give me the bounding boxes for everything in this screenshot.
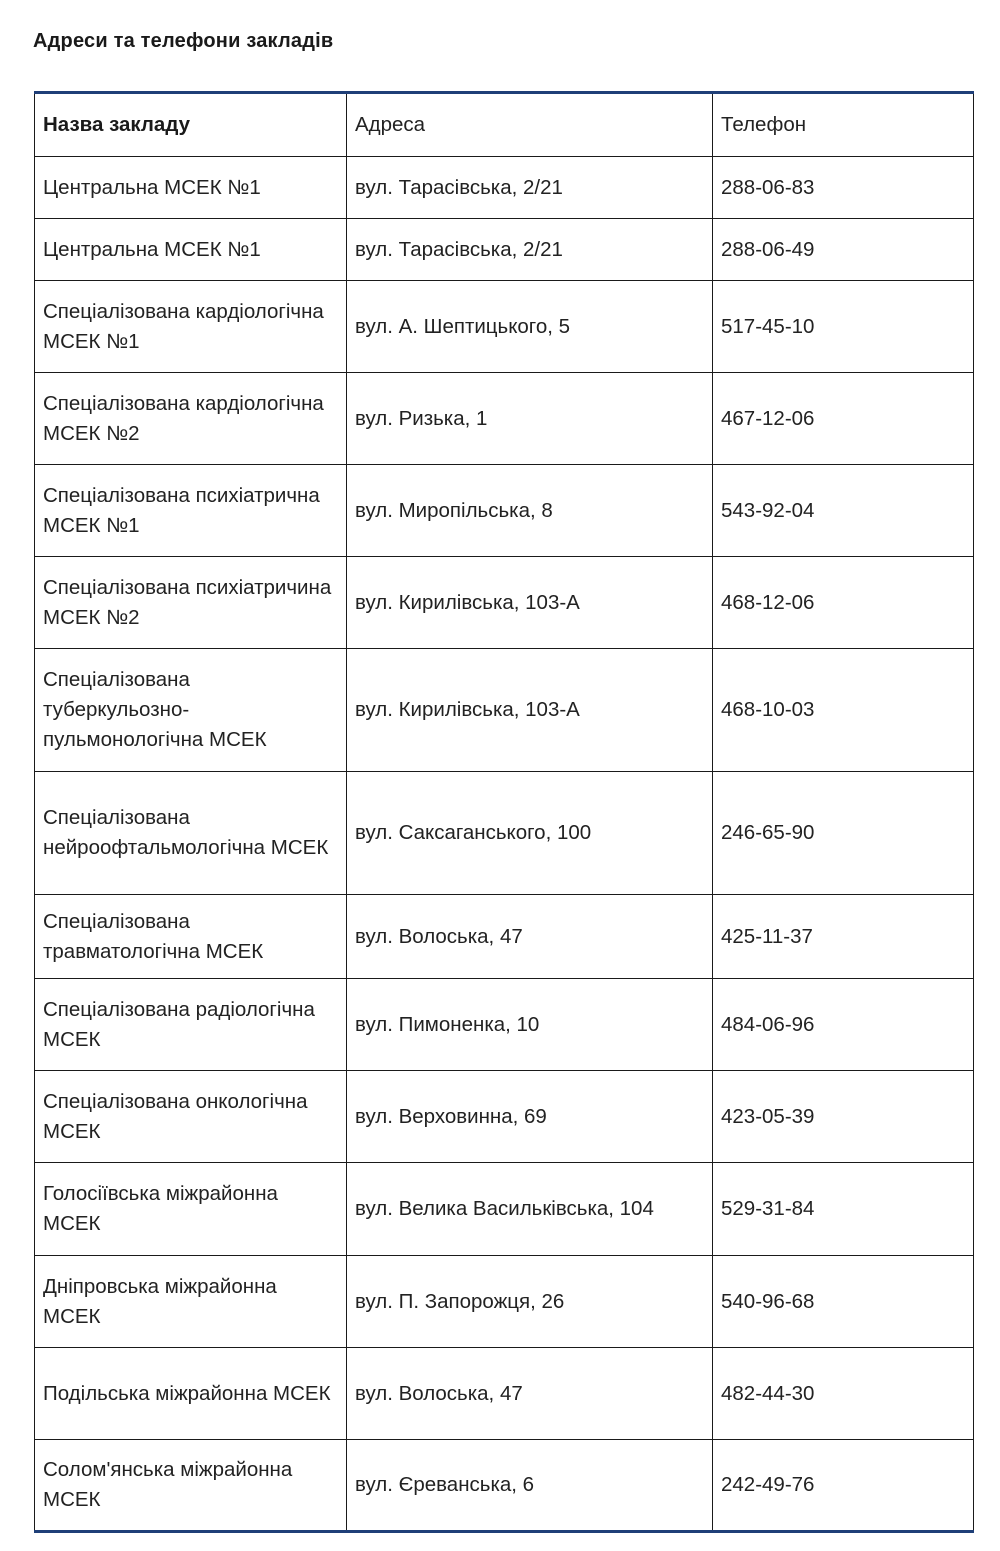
table-row	[35, 1163, 974, 1256]
institution-name: Спеціалізована радіологічна МСЕК	[35, 979, 347, 1071]
institution-name: Спеціалізована психіатрична МСЕК №1	[35, 465, 347, 557]
institution-address: вул. Волоська, 47	[347, 895, 713, 979]
institution-address: вул. Кирилівська, 103-А	[347, 649, 713, 772]
header-address: Адреса	[347, 93, 713, 157]
institution-name: Дніпровська міжрайонна МСЕК	[35, 1256, 347, 1348]
table-row	[35, 1256, 974, 1348]
institution-name: Центральна МСЕК №1	[35, 157, 347, 219]
institution-phone: 246-65-90	[713, 772, 974, 895]
table-row	[35, 979, 974, 1071]
table-row	[35, 281, 974, 373]
institution-address: вул. Тарасівська, 2/21	[347, 157, 713, 219]
table-header-row	[35, 93, 974, 157]
table-row	[35, 557, 974, 649]
table-row	[35, 157, 974, 219]
institution-phone: 467-12-06	[713, 373, 974, 465]
institution-phone: 288-06-83	[713, 157, 974, 219]
institution-name: Центральна МСЕК №1	[35, 219, 347, 281]
table-row	[35, 1071, 974, 1163]
institution-phone: 529-31-84	[713, 1163, 974, 1256]
institution-phone: 468-10-03	[713, 649, 974, 772]
table-row	[35, 219, 974, 281]
institution-phone: 242-49-76	[713, 1440, 974, 1532]
institution-name: Спеціалізована нейроофтальмологічна МСЕК	[35, 772, 347, 895]
institution-address: вул. Миропільська, 8	[347, 465, 713, 557]
institution-address: вул. А. Шептицького, 5	[347, 281, 713, 373]
institution-address: вул. Велика Васильківська, 104	[347, 1163, 713, 1256]
institution-phone: 543-92-04	[713, 465, 974, 557]
header-name: Назва закладу	[35, 93, 347, 157]
institution-address: вул. Єреванська, 6	[347, 1440, 713, 1532]
institution-name: Спеціалізована кардіологічна МСЕК №1	[35, 281, 347, 373]
institution-address: вул. Тарасівська, 2/21	[347, 219, 713, 281]
institution-address: вул. Ризька, 1	[347, 373, 713, 465]
institution-address: вул. Верховинна, 69	[347, 1071, 713, 1163]
institution-name: Спеціалізована кардіологічна МСЕК №2	[35, 373, 347, 465]
page-title: Адреси та телефони закладів	[33, 30, 334, 52]
table-row	[35, 373, 974, 465]
table-row	[35, 1440, 974, 1532]
institution-address: вул. Кирилівська, 103-А	[347, 557, 713, 649]
institution-phone: 425-11-37	[713, 895, 974, 979]
institution-name: Подільська міжрайонна МСЕК	[35, 1348, 347, 1440]
institution-phone: 517-45-10	[713, 281, 974, 373]
institution-address: вул. П. Запорожця, 26	[347, 1256, 713, 1348]
table-row	[35, 772, 974, 895]
institutions-table	[34, 91, 974, 1533]
header-phone: Телефон	[713, 93, 974, 157]
institution-name: Голосіївська міжрайонна МСЕК	[35, 1163, 347, 1256]
institution-name: Спеціалізована травматологічна МСЕК	[35, 895, 347, 979]
table-row	[35, 895, 974, 979]
institution-phone: 482-44-30	[713, 1348, 974, 1440]
institution-phone: 423-05-39	[713, 1071, 974, 1163]
institution-address: вул. Волоська, 47	[347, 1348, 713, 1440]
table-row	[35, 649, 974, 772]
institution-address: вул. Саксаганського, 100	[347, 772, 713, 895]
institution-name: Спеціалізована психіатричина МСЕК №2	[35, 557, 347, 649]
institution-phone: 484-06-96	[713, 979, 974, 1071]
institution-phone: 540-96-68	[713, 1256, 974, 1348]
institution-address: вул. Пимоненка, 10	[347, 979, 713, 1071]
table-row	[35, 1348, 974, 1440]
institution-name: Спеціалізована онкологічна МСЕК	[35, 1071, 347, 1163]
institution-phone: 288-06-49	[713, 219, 974, 281]
institution-name: Солом'янська міжрайонна МСЕК	[35, 1440, 347, 1532]
institution-phone: 468-12-06	[713, 557, 974, 649]
table-row	[35, 465, 974, 557]
institution-name: Спеціалізована туберкульозно-пульмонологічна МСЕК	[35, 649, 347, 772]
